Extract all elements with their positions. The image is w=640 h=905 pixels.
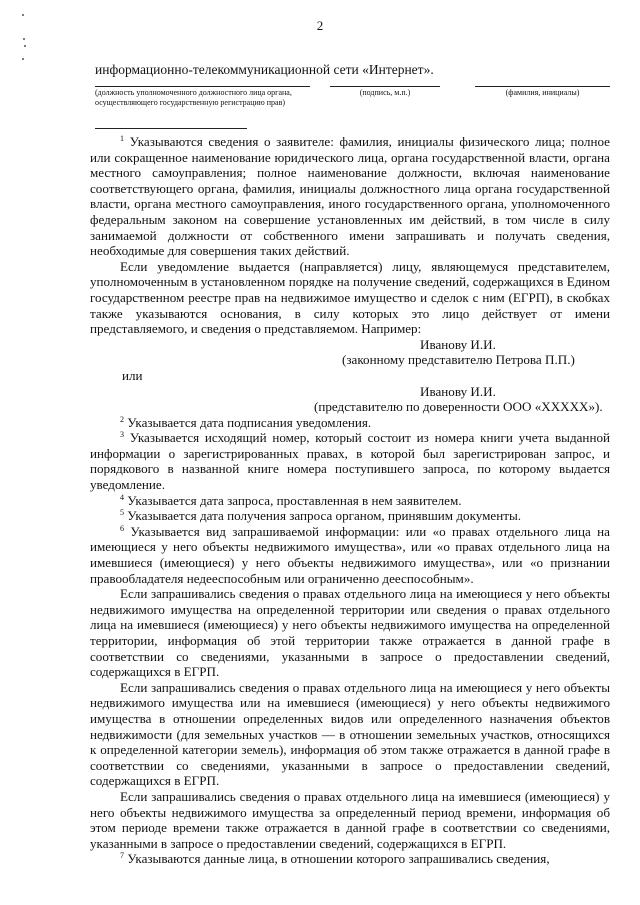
footnote-6-territory: Если запрашивались сведения о правах отдельного лица на имеющиеся у него объекты недвижимого имущества на определенной территории или сведения о правах отдельного лица на имевшиеся (имеющиеся) у него объекты недвижимого имущества на определенной территории, информация об этой территории также отражается в данной графе в соответствии со сведениями, указанными в запросе о предоставлении сведений, содержащихся в ЕГРП. [90,586,610,680]
header-line: информационно-телекоммуникационной сети «Интернет». [95,62,434,77]
footnote-5: $^5$ Указывается дата получения запроса органом, принявшим документы. [120,508,522,524]
page-number: 2 [316,18,324,33]
signature-label: (подпись, м.п.) [359,88,411,97]
footnote-6-types: Если запрашивались сведения о правах отдельного лица на имеющиеся у него объекты недвижимого имущества или на имевшиеся (имеющиеся) у него объекты недвижимого имущества в отношении определенных видов или определенного назначения объектов недвижимости (для земельных участков — в отношении земельных участков, относящихся к определенной категории земель), информация об этом также отражается в данной графе в соответствии со сведениями, указанными в запросе о предоставлении сведений, содержащихся в ЕГРП. [90,679,610,789]
footnote-1-representative: Если уведомление выдается (направляется) лицу, являющемуся представителем, уполномоченным в установленном порядке на получение сведений, содержащихся в Едином государственном реестре прав на недвижимое имущество и сделок с ним (ЕГРП), в скобках также указываются основания, в силу которых это лицо действует от имени представляемого, и сведения о представляемом. Например: [90,258,610,337]
footnote-2: $^2$ Указывается дата подписания уведомления. [120,414,372,430]
example-name-2: Иванову И.И. [420,383,496,399]
scan-speck [23,38,25,40]
official-line [95,86,310,87]
example-rep-1: (законному представителю Петрова П.П.) [342,352,575,368]
name-line [475,86,610,87]
name-label: (фамилия, инициалы) [505,88,580,97]
footnote-7: $^7$ Указываются данные лица, в отношении которого запрашивались сведения, [120,851,550,867]
scan-speck [22,14,24,16]
footnotes [90,134,610,867]
example-or: или [122,367,143,383]
footnote-6-period: Если запрашивались сведения о правах отдельного лица на имевшиеся (имеющиеся) у него объекты недвижимого имущества за определенный период времени, информация об этом периоде времени также отражается в данной графе в соответствии со сведениями, указанными в запросе о предоставлении сведений, содержащихся в ЕГРП. [90,788,610,851]
official-label: (должность уполномоченного должностного лица органа, осуществляющего государственную регистрацию прав) [95,88,292,107]
footnote-6: $^6$ Указывается вид запрашиваемой информации: или «о правах отдельного лица на имеющиеся у него объекты недвижимого имущества», или «о правах отдельного лица на имевшиеся (имеющиеся) у него объекты недвижимого имущества», или «о признании правообладателя недееспособным или ограниченно дееспособным». [90,523,610,586]
scan-speck [24,45,26,47]
scan-speck [22,58,24,60]
example-rep-2: (представителю по доверенности ООО «ХХХХХ»). [314,399,603,415]
footnote-1: $^1$ Указываются сведения о заявителе: фамилия, инициалы физического лица; полное или сокращенное наименование юридического лица, органа государственной власти, органа местного самоуправления; полное наименование должности, включая наименование соответствующего органа, фамилия, инициалы должностного лица органа государственной власти, органа местного самоуправления, иного государственного органа, уполномоченного федеральным законом на совершение установленных им действий, в том числе в силу занимаемой должности от собственного имени запрашивать и получать сведения, необходимые для совершения таких действий. [90,134,610,259]
footnote-rule [95,128,247,129]
footnote-3: $^3$ Указывается исходящий номер, который состоит из номера книги учета выданной информации о зарегистрированных правах, в которой был зарегистрирован запрос, и порядкового в названной книге номера поступившего запроса, по которому выдается уведомление. [90,430,611,493]
example-name-1: Иванову И.И. [420,336,496,352]
signature-line [330,86,440,87]
footnote-4: $^4$ Указывается дата запроса, проставленная в нем заявителем. [120,492,462,508]
